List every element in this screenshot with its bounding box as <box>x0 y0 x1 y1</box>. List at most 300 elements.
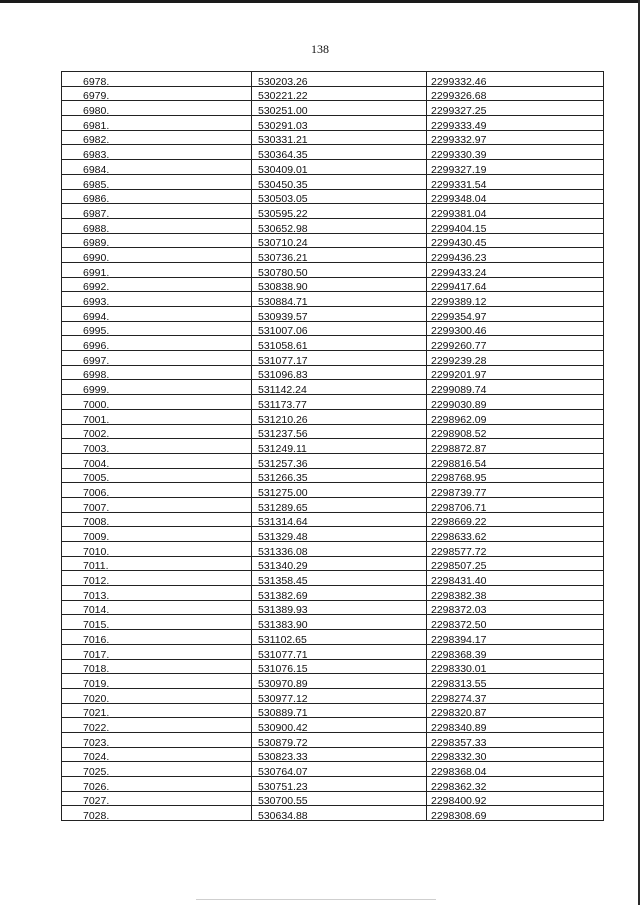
easting-cell-text: 530838.90 <box>258 281 308 292</box>
northing-cell-text: 2298382.38 <box>431 589 487 601</box>
table-row <box>62 762 604 777</box>
easting-cell <box>252 277 427 292</box>
northing-cell <box>427 762 604 777</box>
easting-cell-text: 530970.89 <box>258 677 308 689</box>
easting-cell-text: 531077.17 <box>258 354 308 366</box>
point-number-cell <box>62 86 252 101</box>
easting-cell-text: 530884.71 <box>258 296 308 307</box>
point-number-cell <box>62 130 252 145</box>
northing-cell <box>427 777 604 792</box>
point-number-cell <box>62 777 252 792</box>
northing-cell-text: 2298872.87 <box>431 442 487 454</box>
northing-cell <box>427 409 604 424</box>
easting-cell-text: 530291.03 <box>258 119 308 131</box>
point-number-cell <box>62 439 252 454</box>
northing-cell-text: 2299348.04 <box>431 193 487 204</box>
table-row <box>62 351 604 366</box>
point-number-cell <box>62 732 252 747</box>
scan-edge-top <box>0 0 640 3</box>
easting-cell <box>252 571 427 586</box>
point-number-cell <box>62 424 252 439</box>
northing-cell <box>427 395 604 410</box>
point-number-cell <box>62 262 252 277</box>
northing-cell-text: 2298962.09 <box>431 413 487 424</box>
northing-cell <box>427 571 604 586</box>
northing-cell-text: 2299300.46 <box>431 325 487 336</box>
northing-cell-text: 2298368.39 <box>431 648 487 659</box>
point-number-cell-text: 7018. <box>83 663 110 674</box>
point-number-cell <box>62 688 252 703</box>
table-row <box>62 453 604 468</box>
easting-cell <box>252 160 427 175</box>
northing-cell-text: 2298706.71 <box>431 501 487 513</box>
point-number-cell-text: 6979. <box>83 90 110 101</box>
point-number-cell-text: 7020. <box>83 692 110 704</box>
coordinate-table <box>61 71 604 821</box>
northing-cell <box>427 586 604 601</box>
northing-cell <box>427 732 604 747</box>
easting-cell-text: 531382.69 <box>258 589 308 601</box>
point-number-cell <box>62 204 252 219</box>
coordinate-table-body <box>62 72 604 821</box>
northing-cell-text: 2299331.54 <box>431 178 487 189</box>
point-number-cell-text: 7014. <box>83 604 110 615</box>
easting-cell-text: 530634.88 <box>258 810 308 821</box>
easting-cell <box>252 189 427 204</box>
easting-cell-text: 530652.98 <box>258 222 308 234</box>
easting-cell-text: 531058.61 <box>258 340 308 351</box>
northing-cell <box>427 218 604 233</box>
point-number-cell-text: 6997. <box>83 354 110 366</box>
northing-cell <box>427 160 604 175</box>
table-row <box>62 586 604 601</box>
northing-cell-text: 2299433.24 <box>431 266 487 278</box>
table-row <box>62 365 604 380</box>
northing-cell-text: 2299332.97 <box>431 134 487 145</box>
northing-cell-text: 2299326.68 <box>431 90 487 101</box>
point-number-cell <box>62 380 252 395</box>
point-number-cell-text: 7008. <box>83 516 110 527</box>
point-number-cell <box>62 600 252 615</box>
point-number-cell <box>62 145 252 160</box>
easting-cell <box>252 542 427 557</box>
northing-cell <box>427 248 604 263</box>
point-number-cell <box>62 497 252 512</box>
point-number-cell-text: 7022. <box>83 721 110 733</box>
page-number: 138 <box>311 42 329 56</box>
point-number-cell <box>62 483 252 498</box>
northing-cell <box>427 307 604 322</box>
table-row <box>62 777 604 792</box>
easting-cell <box>252 307 427 322</box>
point-number-cell <box>62 365 252 380</box>
table-row <box>62 86 604 101</box>
easting-cell-text: 531275.00 <box>258 486 308 498</box>
point-number-cell-text: 7003. <box>83 442 110 454</box>
point-number-cell <box>62 277 252 292</box>
northing-cell-text: 2299327.25 <box>431 105 487 116</box>
table-row <box>62 659 604 674</box>
easting-cell-text: 531329.48 <box>258 531 308 542</box>
easting-cell-text: 530751.23 <box>258 780 308 792</box>
northing-cell <box>427 718 604 733</box>
easting-cell-text: 530331.21 <box>258 134 308 145</box>
northing-cell-text: 2298577.72 <box>431 545 487 557</box>
easting-cell <box>252 453 427 468</box>
northing-cell-text: 2299333.49 <box>431 119 487 131</box>
northing-cell-text: 2299260.77 <box>431 340 487 351</box>
easting-cell <box>252 424 427 439</box>
point-number-cell-text: 7028. <box>83 810 110 821</box>
easting-cell <box>252 86 427 101</box>
point-number-cell-text: 6987. <box>83 207 110 219</box>
easting-cell-text: 531340.29 <box>258 560 308 571</box>
point-number-cell <box>62 615 252 630</box>
point-number-cell-text: 7010. <box>83 545 110 557</box>
easting-cell <box>252 101 427 116</box>
northing-cell-text: 2298908.52 <box>431 428 487 439</box>
northing-cell <box>427 351 604 366</box>
easting-cell <box>252 688 427 703</box>
table-row <box>62 336 604 351</box>
northing-cell-text: 2298816.54 <box>431 457 487 469</box>
point-number-cell <box>62 630 252 645</box>
easting-cell <box>252 512 427 527</box>
point-number-cell-text: 7001. <box>83 413 110 424</box>
table-row <box>62 542 604 557</box>
easting-cell-text: 531237.56 <box>258 428 308 439</box>
table-row <box>62 527 604 542</box>
table-row <box>62 571 604 586</box>
northing-cell <box>427 791 604 806</box>
northing-cell <box>427 556 604 571</box>
northing-cell <box>427 116 604 131</box>
northing-cell <box>427 101 604 116</box>
northing-cell <box>427 615 604 630</box>
table-row <box>62 116 604 131</box>
northing-cell-text: 2298372.03 <box>431 604 487 615</box>
easting-cell-text: 531249.11 <box>258 442 307 454</box>
easting-cell-text: 530977.12 <box>258 692 308 704</box>
northing-cell <box>427 512 604 527</box>
point-number-cell-text: 6985. <box>83 178 110 189</box>
point-number-cell-text: 6986. <box>83 193 110 204</box>
easting-cell <box>252 732 427 747</box>
northing-cell-text: 2299430.45 <box>431 237 487 248</box>
easting-cell-text: 531007.06 <box>258 325 308 336</box>
point-number-cell-text: 7004. <box>83 457 110 469</box>
northing-cell-text: 2299354.97 <box>431 310 487 322</box>
northing-cell <box>427 86 604 101</box>
northing-cell <box>427 659 604 674</box>
point-number-cell <box>62 174 252 189</box>
point-number-cell-text: 7011. <box>83 560 109 571</box>
point-number-cell-text: 6993. <box>83 296 110 307</box>
northing-cell <box>427 703 604 718</box>
point-number-cell-text: 7026. <box>83 780 110 792</box>
point-number-cell-text: 7016. <box>83 633 110 645</box>
easting-cell <box>252 468 427 483</box>
point-number-cell <box>62 659 252 674</box>
point-number-cell-text: 7019. <box>83 677 110 689</box>
table-row <box>62 307 604 322</box>
easting-cell <box>252 204 427 219</box>
table-row <box>62 688 604 703</box>
easting-cell-text: 531077.71 <box>258 648 308 659</box>
northing-cell-text: 2298507.25 <box>431 560 487 571</box>
northing-cell <box>427 497 604 512</box>
easting-cell <box>252 806 427 821</box>
easting-cell <box>252 483 427 498</box>
point-number-cell-text: 6988. <box>83 222 110 234</box>
point-number-cell <box>62 468 252 483</box>
northing-cell <box>427 233 604 248</box>
table-row <box>62 747 604 762</box>
northing-cell-text: 2299389.12 <box>431 296 487 307</box>
easting-cell <box>252 747 427 762</box>
northing-cell-text: 2299327.19 <box>431 163 487 175</box>
northing-cell-text: 2298320.87 <box>431 707 487 718</box>
point-number-cell <box>62 644 252 659</box>
point-number-cell <box>62 791 252 806</box>
point-number-cell-text: 6984. <box>83 163 110 175</box>
easting-cell-text: 530939.57 <box>258 310 308 322</box>
point-number-cell-text: 6996. <box>83 340 110 351</box>
easting-cell-text: 530879.72 <box>258 736 308 748</box>
easting-cell-text: 531096.83 <box>258 369 308 380</box>
northing-cell <box>427 174 604 189</box>
easting-cell <box>252 703 427 718</box>
northing-cell-text: 2298394.17 <box>431 633 487 645</box>
point-number-cell-text: 7012. <box>83 575 110 586</box>
point-number-cell <box>62 556 252 571</box>
easting-cell-text: 530251.00 <box>258 105 308 116</box>
northing-cell <box>427 262 604 277</box>
northing-cell-text: 2299330.39 <box>431 149 487 160</box>
northing-cell-text: 2298768.95 <box>431 472 487 483</box>
point-number-cell <box>62 571 252 586</box>
table-row <box>62 395 604 410</box>
northing-cell <box>427 453 604 468</box>
northing-cell <box>427 72 604 87</box>
northing-cell-text: 2298739.77 <box>431 486 487 498</box>
northing-cell <box>427 644 604 659</box>
easting-cell <box>252 174 427 189</box>
easting-cell-text: 531289.65 <box>258 501 308 513</box>
easting-cell <box>252 336 427 351</box>
point-number-cell <box>62 248 252 263</box>
point-number-cell-text: 6994. <box>83 310 110 322</box>
northing-cell-text: 2299417.64 <box>431 281 487 292</box>
table-row <box>62 600 604 615</box>
easting-cell-text: 531076.15 <box>258 663 308 674</box>
easting-cell <box>252 365 427 380</box>
easting-cell <box>252 72 427 87</box>
easting-cell <box>252 145 427 160</box>
point-number-cell-text: 6989. <box>83 237 110 248</box>
easting-cell <box>252 233 427 248</box>
point-number-cell-text: 7021. <box>83 707 110 718</box>
northing-cell-text: 2298669.22 <box>431 516 487 527</box>
easting-cell-text: 531389.93 <box>258 604 308 615</box>
easting-cell <box>252 791 427 806</box>
point-number-cell <box>62 336 252 351</box>
northing-cell <box>427 674 604 689</box>
easting-cell <box>252 248 427 263</box>
table-row <box>62 439 604 454</box>
table-row <box>62 189 604 204</box>
table-row <box>62 380 604 395</box>
table-row <box>62 321 604 336</box>
northing-cell <box>427 483 604 498</box>
easting-cell <box>252 718 427 733</box>
northing-cell-text: 2299381.04 <box>431 207 487 219</box>
northing-cell <box>427 688 604 703</box>
easting-cell-text: 531257.36 <box>258 457 308 469</box>
table-row <box>62 409 604 424</box>
northing-cell-text: 2298400.92 <box>431 795 487 806</box>
table-row <box>62 791 604 806</box>
northing-cell-text: 2299239.28 <box>431 354 487 366</box>
point-number-cell <box>62 718 252 733</box>
northing-cell <box>427 365 604 380</box>
point-number-cell-text: 6995. <box>83 325 110 336</box>
table-row <box>62 174 604 189</box>
point-number-cell-text: 6991. <box>83 266 110 278</box>
easting-cell-text: 531266.35 <box>258 472 308 483</box>
easting-cell <box>252 644 427 659</box>
easting-cell <box>252 116 427 131</box>
point-number-cell <box>62 395 252 410</box>
northing-cell <box>427 806 604 821</box>
northing-cell-text: 2299089.74 <box>431 384 487 395</box>
table-row <box>62 556 604 571</box>
table-row <box>62 468 604 483</box>
table-row <box>62 233 604 248</box>
point-number-cell-text: 7000. <box>83 398 110 410</box>
northing-cell-text: 2298340.89 <box>431 721 487 733</box>
northing-cell-text: 2299332.46 <box>431 75 487 87</box>
northing-cell-text: 2298362.32 <box>431 780 487 792</box>
northing-cell-text: 2299201.97 <box>431 369 487 380</box>
northing-cell-text: 2299404.15 <box>431 222 487 234</box>
northing-cell-text: 2298431.40 <box>431 575 487 586</box>
point-number-cell <box>62 160 252 175</box>
easting-cell-text: 530450.35 <box>258 178 308 189</box>
easting-cell <box>252 674 427 689</box>
northing-cell <box>427 424 604 439</box>
easting-cell <box>252 409 427 424</box>
point-number-cell-text: 7017. <box>83 648 110 659</box>
northing-cell <box>427 747 604 762</box>
table-row <box>62 483 604 498</box>
table-row <box>62 130 604 145</box>
point-number-cell-text: 7013. <box>83 589 110 601</box>
easting-cell-text: 530595.22 <box>258 207 308 219</box>
northing-cell <box>427 292 604 307</box>
point-number-cell <box>62 409 252 424</box>
point-number-cell-text: 6980. <box>83 105 110 116</box>
table-row <box>62 674 604 689</box>
easting-cell <box>252 556 427 571</box>
easting-cell <box>252 527 427 542</box>
point-number-cell-text: 7006. <box>83 486 110 498</box>
point-number-cell-text: 7025. <box>83 766 110 777</box>
point-number-cell <box>62 189 252 204</box>
point-number-cell <box>62 218 252 233</box>
northing-cell-text: 2299436.23 <box>431 251 487 263</box>
easting-cell-text: 531358.45 <box>258 575 308 586</box>
northing-cell <box>427 468 604 483</box>
table-row <box>62 718 604 733</box>
table-row <box>62 292 604 307</box>
point-number-cell <box>62 674 252 689</box>
point-number-cell <box>62 233 252 248</box>
easting-cell <box>252 218 427 233</box>
easting-cell-text: 531102.65 <box>258 633 307 645</box>
table-row <box>62 512 604 527</box>
point-number-cell <box>62 747 252 762</box>
northing-cell <box>427 600 604 615</box>
point-number-cell <box>62 101 252 116</box>
point-number-cell <box>62 512 252 527</box>
table-row <box>62 101 604 116</box>
easting-cell-text: 530889.71 <box>258 707 308 718</box>
point-number-cell-text: 6983. <box>83 149 110 160</box>
table-row <box>62 630 604 645</box>
point-number-cell-text: 6978. <box>83 75 110 87</box>
point-number-cell-text: 6981. <box>83 119 110 131</box>
easting-cell-text: 531173.77 <box>258 398 307 410</box>
table-row <box>62 703 604 718</box>
point-number-cell-text: 6982. <box>83 134 110 145</box>
easting-cell-text: 530764.07 <box>258 766 308 777</box>
easting-cell-text: 530364.35 <box>258 149 308 160</box>
easting-cell <box>252 762 427 777</box>
easting-cell <box>252 380 427 395</box>
easting-cell <box>252 615 427 630</box>
easting-cell-text: 531142.24 <box>258 384 307 395</box>
point-number-cell-text: 6992. <box>83 281 110 292</box>
table-row <box>62 248 604 263</box>
northing-cell <box>427 542 604 557</box>
point-number-cell <box>62 762 252 777</box>
table-row <box>62 262 604 277</box>
point-number-cell <box>62 351 252 366</box>
table-row <box>62 424 604 439</box>
table-row <box>62 160 604 175</box>
point-number-cell <box>62 703 252 718</box>
northing-cell <box>427 204 604 219</box>
northing-cell <box>427 277 604 292</box>
easting-cell-text: 530503.05 <box>258 193 308 204</box>
easting-cell-text: 530900.42 <box>258 721 308 733</box>
point-number-cell-text: 6990. <box>83 251 110 263</box>
point-number-cell-text: 7002. <box>83 428 110 439</box>
northing-cell <box>427 145 604 160</box>
northing-cell <box>427 321 604 336</box>
easting-cell-text: 531336.08 <box>258 545 308 557</box>
point-number-cell <box>62 542 252 557</box>
point-number-cell-text: 7023. <box>83 736 110 748</box>
easting-cell <box>252 262 427 277</box>
easting-cell <box>252 777 427 792</box>
point-number-cell-text: 7005. <box>83 472 110 483</box>
point-number-cell-text: 7007. <box>83 501 110 513</box>
easting-cell <box>252 292 427 307</box>
point-number-cell-text: 6998. <box>83 369 110 380</box>
table-row <box>62 218 604 233</box>
